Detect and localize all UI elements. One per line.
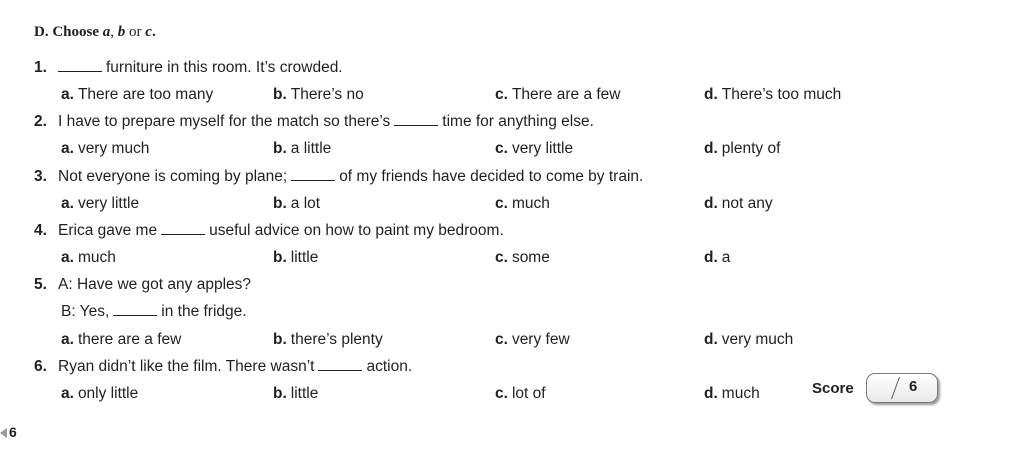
option-c[interactable]: c. very little — [495, 140, 574, 157]
question-number: 2. — [34, 113, 47, 130]
score-total: 6 — [909, 378, 918, 395]
section-title: D. Choose a, b or c. — [34, 24, 156, 40]
option-c[interactable]: c. some — [495, 249, 550, 266]
question-number: 4. — [34, 222, 47, 239]
option-d[interactable]: d. plenty of — [704, 140, 781, 157]
option-d[interactable]: d. There’s too much — [704, 86, 842, 103]
option-d[interactable]: d. a — [704, 249, 731, 266]
option-b[interactable]: b. There’s no — [273, 86, 364, 103]
page-marker-icon — [0, 428, 7, 438]
question-stem: Erica gave me useful advice on how to paint my bedroom. — [58, 222, 504, 239]
option-a[interactable]: a. There are too many — [61, 86, 214, 103]
question-number: 3. — [34, 168, 47, 185]
score-box[interactable] — [866, 373, 938, 403]
question-stem: Not everyone is coming by plane; of my friends have decided to come by train. — [58, 168, 644, 185]
option-d[interactable]: d. not any — [704, 195, 773, 212]
option-c[interactable]: c. much — [495, 195, 550, 212]
answer-blank[interactable] — [113, 301, 157, 316]
option-b[interactable]: b. little — [273, 249, 319, 266]
answer-blank[interactable] — [161, 220, 205, 235]
answer-blank[interactable] — [291, 166, 335, 181]
option-a[interactable]: a. very little — [61, 195, 140, 212]
option-d[interactable]: d. much — [704, 385, 760, 402]
page-number: 6 — [0, 424, 17, 440]
question-number: 6. — [34, 358, 47, 375]
option-b[interactable]: b. a lot — [273, 195, 321, 212]
option-b[interactable]: b. little — [273, 385, 319, 402]
answer-blank[interactable] — [318, 356, 362, 371]
answer-blank[interactable] — [394, 111, 438, 126]
option-b[interactable]: b. a little — [273, 140, 332, 157]
option-a[interactable]: a. there are a few — [61, 331, 182, 348]
score-label: Score — [812, 380, 854, 397]
score-slash — [891, 377, 900, 399]
option-a[interactable]: a. very much — [61, 140, 150, 157]
option-a[interactable]: a. much — [61, 249, 116, 266]
question-stem: Ryan didn’t like the film. There wasn’t action. — [58, 358, 413, 375]
option-c[interactable]: c. very few — [495, 331, 570, 348]
question-number: 5. — [34, 276, 47, 293]
option-a[interactable]: a. only little — [61, 385, 139, 402]
question-number: 1. — [34, 59, 47, 76]
option-b[interactable]: b. there’s plenty — [273, 331, 383, 348]
option-c[interactable]: c. There are a few — [495, 86, 621, 103]
option-d[interactable]: d. very much — [704, 331, 794, 348]
answer-blank[interactable] — [58, 57, 102, 72]
question-stem: furniture in this room. It’s crowded. — [58, 57, 343, 79]
option-c[interactable]: c. lot of — [495, 385, 546, 402]
question-stem-b: B: Yes, in the fridge. — [61, 303, 247, 320]
question-stem: A: Have we got any apples? — [58, 276, 252, 293]
question-stem: I have to prepare myself for the match so there’s time for anything else. — [58, 113, 594, 130]
